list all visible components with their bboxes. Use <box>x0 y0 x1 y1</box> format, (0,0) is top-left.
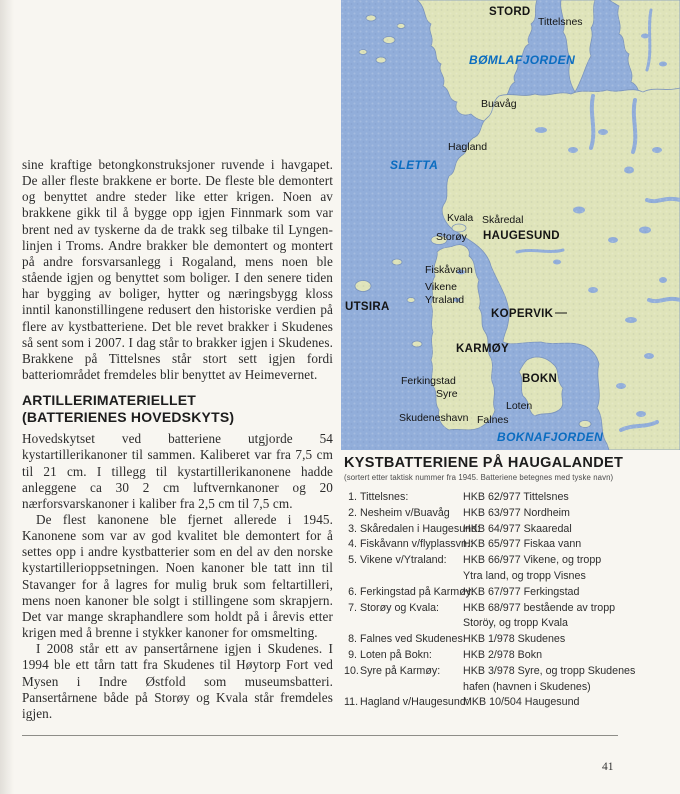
battery-list-row <box>344 537 676 553</box>
article-paragraph-2: Hovedskytset ved batteriene utgjorde 54 kystartillerikanoner til sammen. Kaliberet var fra 7,5 cm til 21 cm. I tillegg til kystartillerikanonene hadde anleggene ca 30 2 cm luftvernkanoner og 20 nærforsvarskanoner i kaliber fra 2,5 cm til 7,5 cm. <box>22 431 333 511</box>
row-designation <box>463 537 676 553</box>
article-heading <box>22 392 333 425</box>
row-designation <box>463 601 676 633</box>
row-designation-line1: HKB 2/978 Bokn <box>463 648 543 661</box>
battery-list <box>344 455 676 711</box>
row-number: 6. <box>348 585 357 598</box>
map-label-boknafjorden: BOKNAFJORDEN <box>497 430 604 444</box>
map-label-sletta: SLETTA <box>390 158 439 172</box>
map-label-falnes: Falnes <box>477 414 509 426</box>
map-label-bokn: BOKN <box>522 373 558 385</box>
row-designation <box>463 506 676 522</box>
map-label-loten: Loten <box>506 400 533 412</box>
row-designation-line1: HKB 1/978 Skudenes <box>463 633 566 646</box>
row-place: Vikene v/Ytraland: <box>360 554 447 567</box>
map-label-skudeneshavn: Skudeneshavn <box>399 412 469 424</box>
map-label-kvala: Kvala <box>447 212 474 224</box>
row-place: Hagland v/Haugesund: <box>360 696 469 709</box>
row-number: 8. <box>348 633 357 646</box>
battery-list-row <box>344 490 676 506</box>
row-number: 1. <box>348 491 357 503</box>
row-place: Fiskåvann v/flyplassvn.: <box>360 538 473 551</box>
battery-list-row <box>344 695 676 711</box>
row-number: 10. <box>344 664 359 677</box>
battery-list-row <box>344 632 676 648</box>
row-designation-line1: HKB 64/977 Skaaredal <box>463 522 572 535</box>
row-place: Loten på Bokn: <box>360 648 432 661</box>
map-label-syre: Syre <box>436 388 458 400</box>
battery-list-row <box>344 522 676 538</box>
row-designation-line1: HKB 63/977 Nordheim <box>463 506 570 519</box>
battery-list-subtitle: (sortert etter taktisk nummer fra 1945. Batteriene betegnes med tyske navn) <box>344 473 614 482</box>
article-paragraph-4: I 2008 står ett av pansertårnene igjen i Skudenes. I 1994 ble ett tårn tatt fra Skudenes til Høytorp Fort ved Mysen i Indre Østfold som museumsbatteri. Pansertårnene både på Storøy og Kvala står fremdeles igjen. <box>22 641 333 721</box>
map-label-bomlafjorden: BØMLAFJORDEN <box>469 53 576 67</box>
battery-list-row <box>344 585 676 601</box>
map-label-ferkingstad: Ferkingstad <box>401 375 456 387</box>
battery-list-title: KYSTBATTERIENE PÅ HAUGALANDET <box>344 455 624 471</box>
map-label-haugesund: HAUGESUND <box>483 230 560 242</box>
row-designation <box>463 664 676 696</box>
map-label-kopervik: KOPERVIK <box>491 308 554 320</box>
row-designation-line2: hafen (havnen i Skudenes) <box>463 680 591 693</box>
battery-list-row <box>344 553 676 585</box>
row-designation-line2: Storöy, og tropp Kvala <box>463 617 568 630</box>
map-label-vikene: Vikene <box>425 281 457 293</box>
row-designation <box>463 648 676 664</box>
row-designation <box>463 695 676 711</box>
row-place: Nesheim v/Buavåg <box>360 506 450 519</box>
row-designation <box>463 490 676 506</box>
row-designation-line2: Ytra land, og tropp Visnes <box>463 569 586 582</box>
map-label-skaredal: Skåredal <box>482 214 524 226</box>
row-place: Tittelsnes: <box>360 491 409 503</box>
battery-list-row <box>344 601 676 633</box>
row-designation <box>463 522 676 538</box>
row-designation-line1: HKB 65/977 Fiskaa vann <box>463 538 582 551</box>
map-label-tittelsnes: Tittelsnes <box>538 16 583 28</box>
map-label-utsira: UTSIRA <box>345 301 390 313</box>
footer-rule <box>22 735 618 736</box>
row-designation <box>463 553 676 585</box>
map-label-fiskavann: Fiskåvann <box>425 264 473 276</box>
row-number: 9. <box>348 648 357 661</box>
row-place: Storøy og Kvala: <box>360 601 440 614</box>
battery-list-row <box>344 664 676 696</box>
row-place: Ferkingstad på Karmøy: <box>360 585 475 598</box>
row-place: Falnes ved Skudenes: <box>360 633 466 646</box>
map-label-ytraland: Ytraland <box>425 294 465 306</box>
row-number: 7. <box>348 601 357 614</box>
article-heading-line1: ARTILLERIMATERIELLET <box>22 392 197 409</box>
row-designation-line1: HKB 62/977 Tittelsnes <box>463 491 569 503</box>
row-designation <box>463 632 676 648</box>
article-paragraph-1: sine kraftige betongkonstruksjoner ruvende i havgapet. De aller fleste brakkene er borte. De fleste ble demontert og benyttet andre steder like etter krigen. Noen av brakkene gikk til å bygge opp igjen Finnmark som var brent ned av tyskerne da de trakk seg tilbake til Lyngen-linjen i Troms. Andre brakker ble demontert og montert på andre forsvarsanlegg i Rogaland, mens noen ble stående igjen og benyttet som boliger. I den senere tiden har bygging av boliger, hytter og næringsbygg kloss inntil kanonstillingene redusert den historiske verdien på flere av kystbatteriene. Det ble revet brakker i Skudenes så sent som i 2007. I dag står to brakker igjen i Skudenes. Brakkene på Tittelsnes står stort sett igjen fordi batteriområdet fremdeles blir benyttet av Heimevernet. <box>22 157 333 383</box>
map-label-buavag: Buavåg <box>481 98 517 110</box>
map-svg <box>341 0 680 450</box>
article-column <box>22 157 333 722</box>
row-designation-line1: HKB 66/977 Vikene, og tropp <box>463 554 602 567</box>
battery-list-row <box>344 648 676 664</box>
map-label-hagland: Hagland <box>448 141 488 153</box>
battery-list-row <box>344 506 676 522</box>
row-number: 11. <box>344 696 359 709</box>
map-haugalandet <box>341 0 680 450</box>
row-designation-line1: HKB 67/977 Ferkingstad <box>463 585 580 598</box>
row-designation-line1: MKB 10/504 Haugesund <box>463 696 580 709</box>
row-designation <box>463 585 676 601</box>
row-place: Syre på Karmøy: <box>360 664 441 677</box>
page-number: 41 <box>602 761 614 773</box>
row-number: 2. <box>348 506 357 519</box>
row-number: 3. <box>348 522 357 535</box>
map-label-karmoy: KARMØY <box>456 343 509 355</box>
row-place: Skåredalen i Haugesund: <box>360 522 481 535</box>
row-designation-line1: HKB 3/978 Syre, og tropp Skudenes <box>463 664 636 677</box>
article-heading-line2: (BATTERIENES HOVEDSKYTS) <box>22 408 235 425</box>
map-label-storoy: Storøy <box>436 231 467 243</box>
map-label-stord: STORD <box>489 6 531 18</box>
row-number: 5. <box>348 554 357 567</box>
article-paragraph-3: De flest kanonene ble fjernet allerede i 1945. Kanonene som var av god kvalitet ble demontert for å settes opp i andre kystbatterier som en del av den norske kystartillerioppsetningen. Noen kanoner ble tatt inn til Stavanger for å lagres for mulig bruk som feltartilleri, mens noen kanoner ble solgt i stillingene som skrapjern. Det var mange skraphandlere som holdt på i årevis etter krigen med å brenne i stykker kanoner for omsmelting. <box>22 511 333 641</box>
row-designation-line1: HKB 68/977 bestående av tropp <box>463 601 616 614</box>
row-number: 4. <box>348 538 357 551</box>
